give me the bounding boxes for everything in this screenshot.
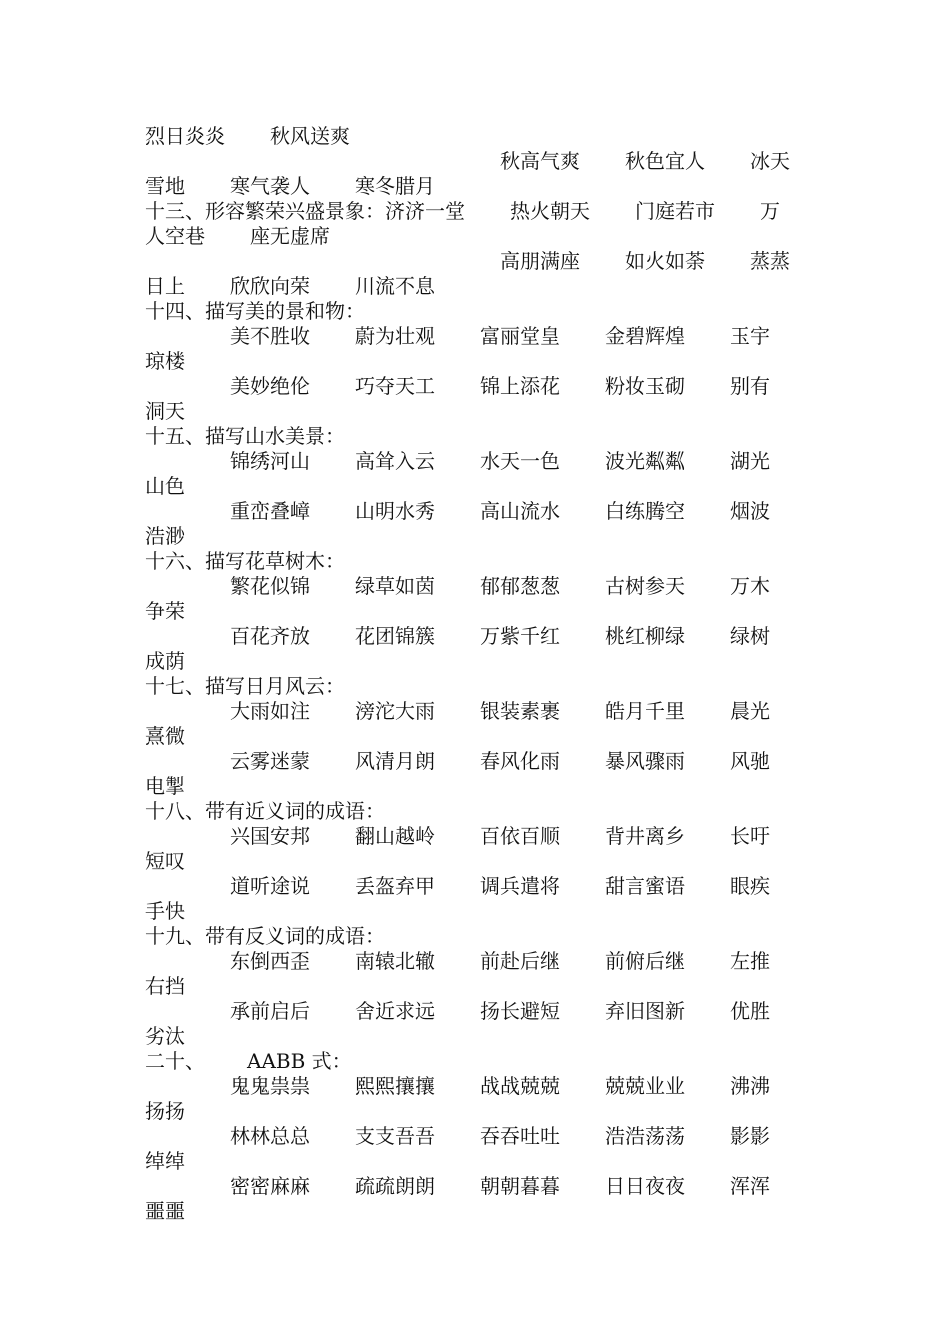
idiom-row <box>230 1074 770 1099</box>
idiom: 湖光 <box>730 449 770 473</box>
idiom: 前俯后继 <box>605 949 685 973</box>
idiom: 优胜 <box>730 999 770 1023</box>
idiom: 疏疏朗朗 <box>355 1174 435 1198</box>
idiom-row <box>230 1124 770 1149</box>
idiom: 鬼鬼祟祟 <box>230 1074 310 1098</box>
section-heading <box>145 199 780 224</box>
idiom: 白练腾空 <box>605 499 685 523</box>
idiom-row <box>230 949 770 974</box>
section-title: 十七、描写日月风云： <box>145 674 345 698</box>
idiom-tail: 电掣 <box>145 774 185 798</box>
idiom: 金碧辉煌 <box>605 324 685 348</box>
idiom: 秋高气爽 <box>500 149 580 173</box>
idiom: 山明水秀 <box>355 499 435 523</box>
text-line <box>145 724 185 749</box>
idiom-tail: 山色 <box>145 474 185 498</box>
text-line <box>145 849 185 874</box>
idiom: 皓月千里 <box>605 699 685 723</box>
idiom-row <box>230 624 770 649</box>
idiom: 兴国安邦 <box>230 824 310 848</box>
idiom: 粉妆玉砌 <box>605 374 685 398</box>
idiom-tail: 人空巷 <box>145 224 205 248</box>
section-heading <box>145 674 345 699</box>
idiom: 玉宇 <box>730 324 770 348</box>
idiom: 支支吾吾 <box>355 1124 435 1148</box>
idiom: 承前启后 <box>230 999 310 1023</box>
section-heading <box>145 549 345 574</box>
idiom-row <box>230 699 770 724</box>
idiom: 背井离乡 <box>605 824 685 848</box>
idiom-row <box>230 449 770 474</box>
text-line <box>145 474 185 499</box>
idiom: 甜言蜜语 <box>605 874 685 898</box>
idiom: 滂沱大雨 <box>355 699 435 723</box>
idiom: 暴风骤雨 <box>605 749 685 773</box>
section-heading <box>145 299 365 324</box>
idiom: 美妙绝伦 <box>230 374 310 398</box>
idiom: 百依百顺 <box>480 824 560 848</box>
idiom: 兢兢业业 <box>605 1074 685 1098</box>
idiom: 桃红柳绿 <box>605 624 685 648</box>
idiom: 日日夜夜 <box>605 1174 685 1198</box>
idiom-row <box>230 824 770 849</box>
idiom: 美不胜收 <box>230 324 310 348</box>
text-line <box>145 1099 185 1124</box>
idiom: 锦绣河山 <box>230 449 310 473</box>
text-line <box>145 1149 185 1174</box>
idiom: 吞吞吐吐 <box>480 1124 560 1148</box>
idiom: 百花齐放 <box>230 624 310 648</box>
idiom: 银装素裹 <box>480 699 560 723</box>
section-title: 二十、 <box>145 1049 205 1073</box>
idiom: 舍近求远 <box>355 999 435 1023</box>
idiom: 高朋满座 <box>500 249 580 273</box>
idiom-row <box>230 374 770 399</box>
idiom: 如火如荼 <box>625 249 705 273</box>
idiom: 繁花似锦 <box>230 574 310 598</box>
section-title: 十五、描写山水美景： <box>145 424 345 448</box>
idiom: 蔚为壮观 <box>355 324 435 348</box>
idiom-tail: 劣汰 <box>145 1024 185 1048</box>
idiom: 门庭若市 <box>635 199 715 223</box>
idiom: 春风化雨 <box>480 749 560 773</box>
idiom: 欣欣向荣 <box>230 274 310 298</box>
idiom: 沸沸 <box>730 1074 770 1098</box>
idiom: 高山流水 <box>480 499 560 523</box>
idiom: 秋风送爽 <box>270 124 350 148</box>
section-title: 十三、形容繁荣兴盛景象：济济一堂 <box>145 199 465 223</box>
idiom: 浑浑 <box>730 1174 770 1198</box>
idiom: 绿草如茵 <box>355 574 435 598</box>
idiom: 密密麻麻 <box>230 1174 310 1198</box>
text-line <box>500 149 790 174</box>
idiom: 长吁 <box>730 824 770 848</box>
text-line <box>145 124 350 149</box>
text-line <box>145 774 185 799</box>
idiom: 秋色宜人 <box>625 149 705 173</box>
section-heading <box>145 424 345 449</box>
text-line <box>500 249 790 274</box>
idiom: 波光粼粼 <box>605 449 685 473</box>
text-line <box>145 899 185 924</box>
text-line <box>145 599 185 624</box>
idiom: 丢盔弃甲 <box>355 874 435 898</box>
idiom-tail: 琼楼 <box>145 349 185 373</box>
idiom: 绿树 <box>730 624 770 648</box>
idiom: 弃旧图新 <box>605 999 685 1023</box>
idiom-tail: 争荣 <box>145 599 185 623</box>
idiom: 战战兢兢 <box>480 1074 560 1098</box>
section-title: 十六、描写花草树木： <box>145 549 345 573</box>
section-title: 十四、描写美的景和物： <box>145 299 365 323</box>
idiom-tail: 雪地 <box>145 174 185 198</box>
idiom: 古树参天 <box>605 574 685 598</box>
section-title: 十八、带有近义词的成语： <box>145 799 385 823</box>
idiom-tail: 噩噩 <box>145 1199 185 1223</box>
idiom: 熙熙攘攘 <box>355 1074 435 1098</box>
idiom: 影影 <box>730 1124 770 1148</box>
idiom: 川流不息 <box>355 274 435 298</box>
text-line <box>145 649 185 674</box>
section-heading <box>145 924 385 949</box>
idiom: 风清月朗 <box>355 749 435 773</box>
idiom: 道听途说 <box>230 874 310 898</box>
idiom-tail: 浩渺 <box>145 524 185 548</box>
section-title: 十九、带有反义词的成语： <box>145 924 385 948</box>
idiom: 热火朝天 <box>510 199 590 223</box>
idiom: 花团锦簇 <box>355 624 435 648</box>
idiom-tail: 熹微 <box>145 724 185 748</box>
idiom-tail: 手快 <box>145 899 185 923</box>
idiom: 寒冬腊月 <box>355 174 435 198</box>
text-line <box>145 974 185 999</box>
idiom-tail: 扬扬 <box>145 1099 185 1123</box>
idiom: 大雨如注 <box>230 699 310 723</box>
idiom: 朝朝暮暮 <box>480 1174 560 1198</box>
idiom-tail: 绰绰 <box>145 1149 185 1173</box>
idiom: 高耸入云 <box>355 449 435 473</box>
idiom: 郁郁葱葱 <box>480 574 560 598</box>
text-line <box>145 1024 185 1049</box>
text-line <box>145 399 185 424</box>
idiom: 东倒西歪 <box>230 949 310 973</box>
idiom: 万 <box>760 199 780 223</box>
text-line <box>145 1199 185 1224</box>
idiom: 调兵遣将 <box>480 874 560 898</box>
idiom: 风驰 <box>730 749 770 773</box>
idiom: 前赴后继 <box>480 949 560 973</box>
idiom: 烟波 <box>730 499 770 523</box>
idiom-tail: 洞天 <box>145 399 185 423</box>
section-heading <box>145 1049 352 1074</box>
section-heading <box>145 799 385 824</box>
idiom: 眼疾 <box>730 874 770 898</box>
idiom-row <box>230 1174 770 1199</box>
idiom: 万木 <box>730 574 770 598</box>
text-line <box>145 174 435 199</box>
idiom: 冰天 <box>750 149 790 173</box>
idiom: 烈日炎炎 <box>145 124 225 148</box>
idiom: 寒气袭人 <box>230 174 310 198</box>
idiom-row <box>230 874 770 899</box>
idiom-tail: 成荫 <box>145 649 185 673</box>
idiom-tail: 短叹 <box>145 849 185 873</box>
text-line <box>145 349 185 374</box>
idiom: 蒸蒸 <box>750 249 790 273</box>
idiom: 锦上添花 <box>480 374 560 398</box>
idiom: 晨光 <box>730 699 770 723</box>
idiom-row <box>230 499 770 524</box>
idiom: 扬长避短 <box>480 999 560 1023</box>
idiom: 别有 <box>730 374 770 398</box>
idiom: 翻山越岭 <box>355 824 435 848</box>
text-line <box>145 224 330 249</box>
section-subtitle: AABB 式： <box>247 1049 352 1073</box>
idiom-row <box>230 574 770 599</box>
idiom: 富丽堂皇 <box>480 324 560 348</box>
idiom: 南辕北辙 <box>355 949 435 973</box>
idiom: 左推 <box>730 949 770 973</box>
idiom: 巧夺天工 <box>355 374 435 398</box>
idiom: 云雾迷蒙 <box>230 749 310 773</box>
idiom: 座无虚席 <box>250 224 330 248</box>
idiom: 林林总总 <box>230 1124 310 1148</box>
idiom-row <box>230 324 770 349</box>
idiom-row <box>230 999 770 1024</box>
idiom: 重峦叠嶂 <box>230 499 310 523</box>
idiom-tail: 日上 <box>145 274 185 298</box>
idiom: 万紫千红 <box>480 624 560 648</box>
idiom-row <box>230 749 770 774</box>
text-line <box>145 274 435 299</box>
idiom: 浩浩荡荡 <box>605 1124 685 1148</box>
text-line <box>145 524 185 549</box>
idiom: 水天一色 <box>480 449 560 473</box>
idiom-tail: 右挡 <box>145 974 185 998</box>
